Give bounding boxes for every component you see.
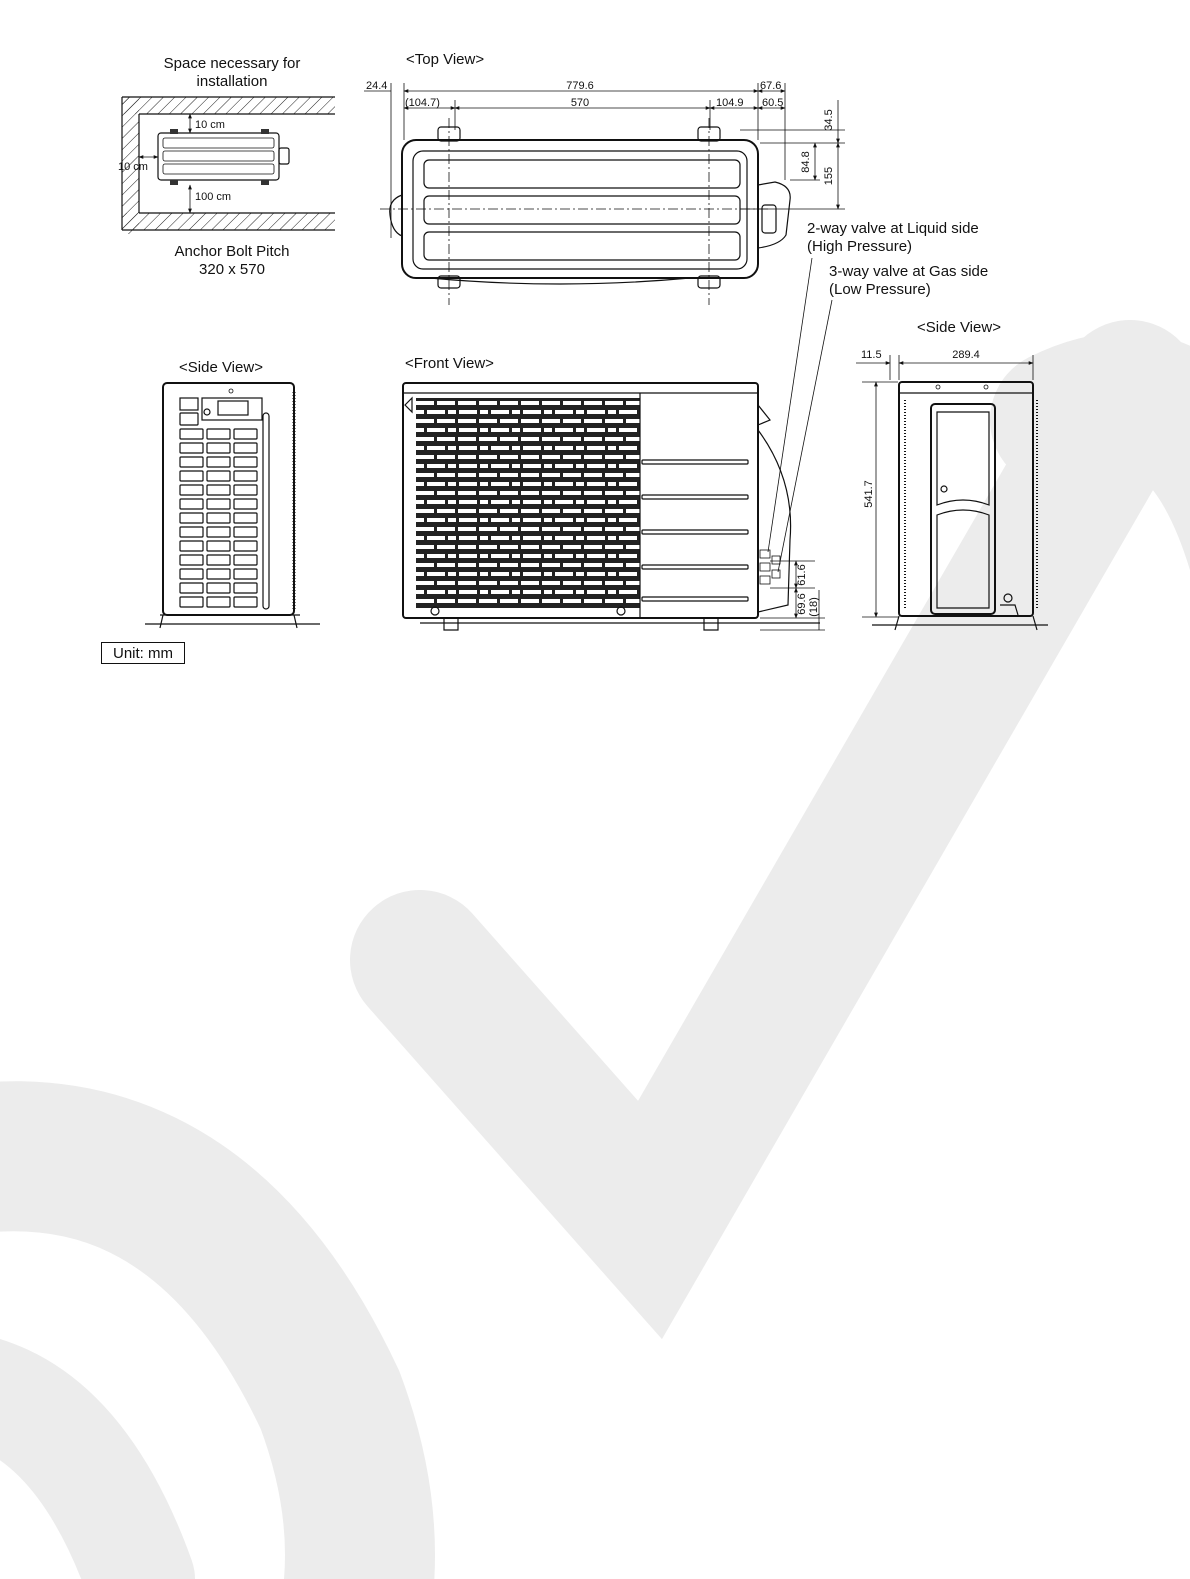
dim-155: 155 [823, 166, 835, 186]
dim-541-7: 541.7 [863, 480, 875, 508]
dim-11-5: 11.5 [861, 349, 882, 361]
dim-69-6: 69.6 [796, 593, 808, 615]
left-side-view [145, 359, 320, 628]
front-view [403, 355, 825, 630]
valve-liquid-line2: (High Pressure) [807, 238, 913, 255]
front-valve-cluster [760, 550, 780, 584]
front-view-title: <Front View> [405, 355, 494, 372]
dim-34-5: 34.5 [823, 109, 835, 131]
dim-67-6: 67.6 [760, 80, 782, 92]
valve-gas-line2: (Low Pressure) [829, 281, 931, 298]
dim-24-4: 24.4 [366, 80, 388, 92]
clearance-front-label: 100 cm [195, 191, 232, 203]
dim-104-9: 104.9 [716, 97, 744, 109]
dim-84-8: 84.8 [800, 151, 812, 173]
technical-drawing [0, 0, 1190, 700]
right-side-view-title: <Side View> [917, 319, 1001, 336]
valve-gas-line1: 3-way valve at Gas side [829, 263, 989, 280]
front-side-panel-slots [642, 460, 748, 601]
dim-779-6: 779.6 [566, 80, 594, 92]
left-side-grille [180, 413, 257, 607]
wall-hatch-bottom [122, 213, 335, 230]
dim-289-4: 289.4 [952, 349, 980, 361]
anchor-bolt-value: 320 x 570 [199, 261, 265, 278]
gas-valve-leader [778, 300, 832, 572]
anchor-bolt-title: Anchor Bolt Pitch [174, 243, 290, 260]
install-title-line2: installation [196, 73, 268, 90]
dim-570: 570 [570, 97, 590, 109]
service-handle [931, 404, 995, 614]
right-side-body [899, 382, 1033, 616]
dim-60-5: 60.5 [762, 97, 784, 109]
dim-61-6: 61.6 [796, 564, 808, 586]
dim-104-7: (104.7) [405, 97, 440, 109]
dim-18: (18) [808, 597, 820, 617]
right-side-view [856, 319, 1048, 630]
install-title-line1: Space necessary for [163, 55, 301, 72]
valve-liquid-line1: 2-way valve at Liquid side [807, 220, 979, 237]
top-view-title: <Top View> [406, 51, 485, 68]
left-side-view-title: <Side View> [179, 359, 263, 376]
unit-label: Unit: mm [101, 642, 185, 664]
clearance-side-label: 10 cm [118, 161, 148, 173]
installation-space-panel [118, 55, 335, 278]
wall-hatch-top [122, 97, 335, 114]
clearance-top-label: 10 cm [195, 119, 225, 131]
